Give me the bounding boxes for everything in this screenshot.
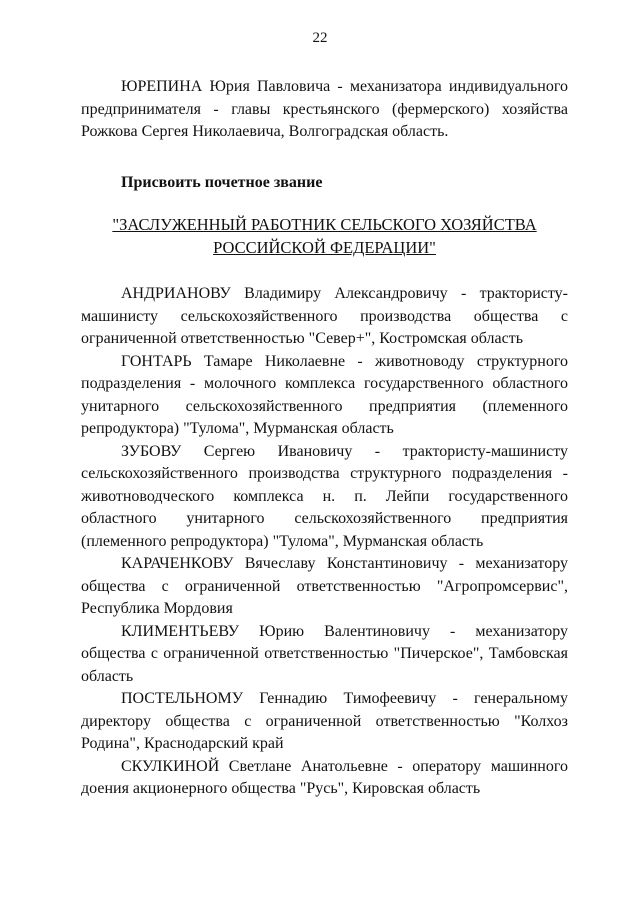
awardee-entry: ПОСТЕЛЬНОМУ Геннадию Тимофеевичу - генеральному директору общества с ограниченной ответственностью "Колхоз Родина", Краснодарский край — [81, 690, 568, 752]
honorary-title-line-1: "ЗАСЛУЖЕННЫЙ РАБОТНИК СЕЛЬСКОГО ХОЗЯЙСТВА — [112, 215, 537, 234]
awardee-entry: КЛИМЕНТЬЕВУ Юрию Валентиновичу - механизатору общества с ограниченной ответственностью "Пичерское", Тамбовская область — [81, 622, 568, 685]
awardee-entry: АНДРИАНОВУ Владимиру Александровичу - трактористу-машинисту сельскохозяйственного производства общества с ограниченной ответственностью "Север+", Костромская область — [81, 285, 568, 347]
awardee-list — [81, 283, 568, 801]
intro-section — [81, 76, 568, 144]
page-number: 22 — [312, 30, 328, 46]
awardee-entry: СКУЛКИНОЙ Светлане Анатольевне - оператору машинного доения акционерного общества "Русь", Кировская область — [81, 757, 568, 797]
awardee-entry: ЗУБОВУ Сергею Ивановичу - трактористу-машинисту сельскохозяйственного производства структурного подразделения - животноводческого комплекса н. п. Лейпи государственного областного унитарного сельскохозяйственного предприятия (племенного репродуктора) "Тулома", Мурманская область — [81, 442, 568, 550]
decree-heading: Присвоить почетное звание — [121, 174, 323, 191]
intro-paragraph: ЮРЕПИНА Юрия Павловича - механизатора индивидуального предпринимателя - главы крестьянского (фермерского) хозяйства Рожкова Сергея Николаевича, Волгоградская область. — [81, 78, 568, 140]
honorary-title-line-2: РОССИЙСКОЙ ФЕДЕРАЦИИ" — [213, 238, 436, 257]
awardee-entry: ГОНТАРЬ Тамаре Николаевне - животноводу структурного подразделения - молочного комплекса государственного областного унитарного сельскохозяйственного предприятия (племенного репродуктора) "Тулома", Мурманская область — [81, 352, 568, 437]
honorary-title — [81, 213, 568, 259]
awardee-entry: КАРАЧЕНКОВУ Вячеславу Константиновичу - механизатору общества с ограниченной ответственностью "Агропромсервис", Республика Мордовия — [81, 555, 568, 617]
